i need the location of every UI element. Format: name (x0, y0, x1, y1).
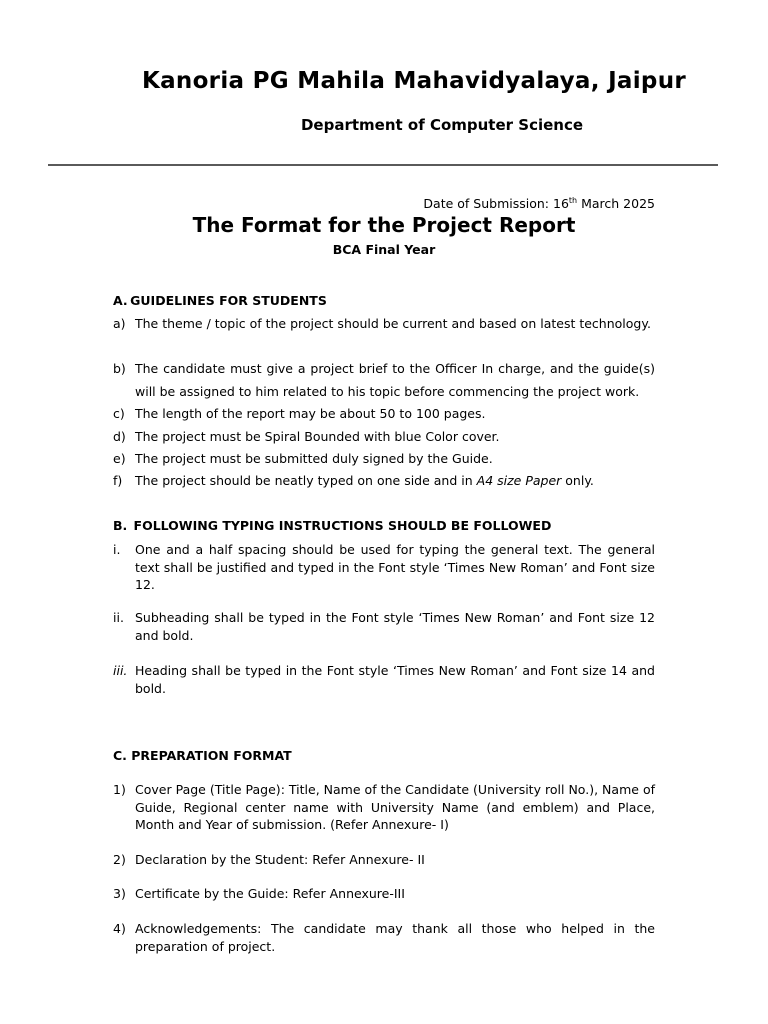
list-item (113, 920, 655, 955)
section-b-heading: B. FOLLOWING TYPING INSTRUCTIONS SHOULD BE FOLLOWED (113, 518, 552, 533)
list-item (113, 358, 655, 403)
text-italic-segment: A4 size Paper (476, 473, 562, 488)
list-item-text: Heading shall be typed in the Font style ‘Times New Roman’ and Font size 14 and bold. (135, 663, 655, 696)
list-marker: i. (113, 542, 121, 557)
list-item-text: Acknowledgements: The candidate may thank all those who helped in the preparation of project. (135, 921, 655, 954)
list-item-text (135, 470, 655, 493)
document-subtitle: BCA Final Year (332, 242, 436, 257)
list-item-text: One and a half spacing should be used for typing the general text. The general text shall be justified and typed in the Font style ‘Times New Roman’ and Font size 12. (135, 542, 655, 592)
list-item-text: Subheading shall be typed in the Font style ‘Times New Roman’ and Font size 12 and bold. (135, 610, 655, 643)
list-item (113, 448, 655, 471)
list-marker: a) (113, 316, 126, 331)
list-item (113, 662, 655, 697)
list-item-text: The length of the report may be about 50 to 100 pages. (135, 406, 486, 421)
list-item-text: Cover Page (Title Page): Title, Name of the Candidate (University roll No.), Name of Guide, Regional center name with University Name (and emblem) and Place, Month and Year of submission. (Refer Annexure- I) (135, 782, 655, 832)
list-marker: f) (113, 473, 123, 488)
list-marker: d) (113, 429, 126, 444)
list-item (113, 609, 655, 644)
date-suffix: March 2025 (577, 196, 655, 211)
list-item-text: Declaration by the Student: Refer Annexure- II (135, 852, 425, 867)
list-item-text: The project must be submitted duly signed by the Guide. (135, 451, 493, 466)
list-marker: 4) (113, 921, 126, 936)
list-item-text: The candidate must give a project brief to the Officer In charge, and the guide(s) will be assigned to him related to his topic before commencing the project work. (135, 361, 655, 399)
list-item (113, 541, 655, 594)
text-segment: only. (561, 473, 594, 488)
date-ordinal: th (568, 196, 578, 205)
list-marker: c) (113, 406, 125, 421)
list-marker: 2) (113, 852, 126, 867)
list-marker: 1) (113, 782, 126, 797)
list-item (113, 781, 655, 834)
department-name: Department of Computer Science (300, 116, 584, 134)
date-prefix: Date of Submission: 16 (423, 196, 569, 211)
list-item (113, 403, 655, 426)
list-marker: b) (113, 361, 126, 376)
section-c-heading: C. PREPARATION FORMAT (113, 748, 292, 763)
college-name: Kanoria PG Mahila Mahavidyalaya, Jaipur (141, 68, 687, 94)
submission-date (423, 196, 655, 211)
document-title: The Format for the Project Report (192, 213, 576, 237)
list-marker: ii. (113, 610, 124, 625)
list-item (113, 313, 655, 336)
list-item-text: The project must be Spiral Bounded with blue Color cover. (135, 429, 500, 444)
list-marker: iii. (113, 663, 128, 678)
list-item-text: The theme / topic of the project should be current and based on latest technology. (135, 316, 651, 331)
section-a-heading: A. GUIDELINES FOR STUDENTS (113, 293, 327, 308)
list-item (113, 426, 655, 449)
list-marker: 3) (113, 886, 126, 901)
list-item (113, 851, 655, 869)
list-item-text: Certificate by the Guide: Refer Annexure-III (135, 886, 405, 901)
list-item (113, 470, 655, 493)
list-item (113, 885, 655, 903)
text-segment: The project should be neatly typed on one side and in (135, 473, 477, 488)
list-marker: e) (113, 451, 126, 466)
header-divider (48, 164, 718, 166)
